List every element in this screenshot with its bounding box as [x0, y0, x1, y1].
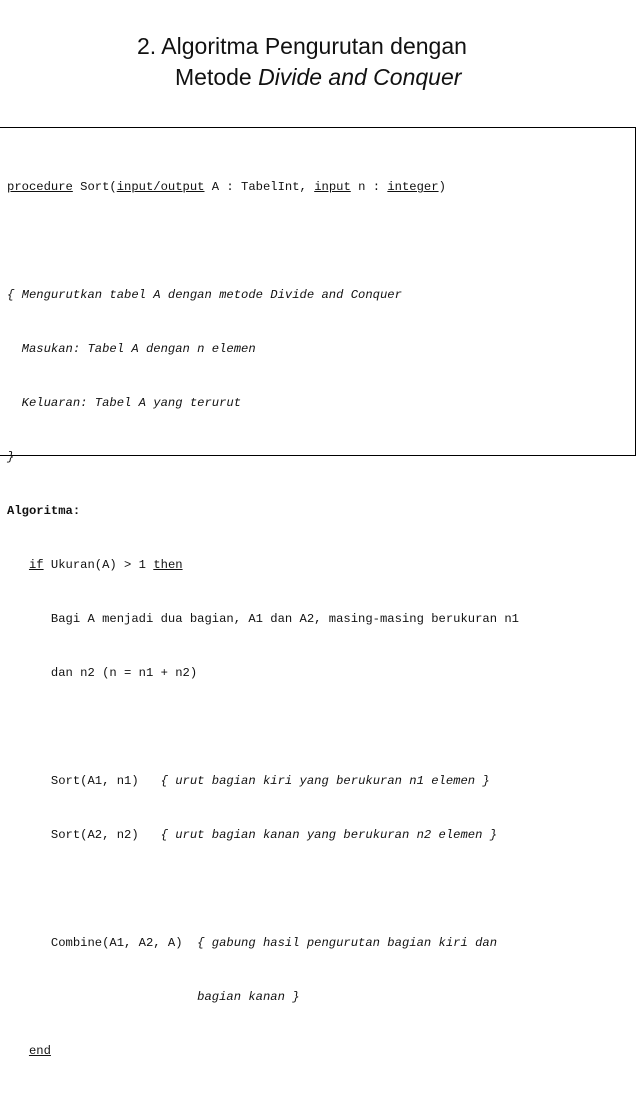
blank-line — [7, 718, 519, 736]
comment-line-1: { Mengurutkan tabel A dengan metode Divide and Conquer — [7, 288, 402, 302]
combine-comment: { gabung hasil pengurutan bagian kiri dan — [197, 936, 498, 950]
keyword-then: then — [153, 558, 183, 572]
pseudocode-box — [0, 127, 636, 1058]
keyword-input: input — [314, 180, 351, 194]
keyword-if: if — [28, 558, 44, 572]
end-line — [7, 1042, 519, 1060]
algoritma-label: Algoritma: — [7, 504, 81, 518]
procedure-header — [7, 178, 519, 196]
comment-line-4: } — [7, 450, 15, 464]
sort-a2-line — [7, 826, 519, 844]
combine-comment-2: bagian kanan } — [197, 990, 300, 1004]
comment-line-3: Keluaran: Tabel A yang terurut — [7, 396, 242, 410]
pseudocode — [7, 142, 519, 1096]
slide-title-italic: Divide and Conquer — [258, 64, 462, 90]
sort-a2-code: Sort(A2, n2) — [7, 828, 161, 842]
sort-a1-line — [7, 772, 519, 790]
sort-a2-comment: { urut bagian kanan yang berukuran n2 elemen } — [160, 828, 498, 842]
combine-indent — [7, 990, 197, 1004]
slide-title-line-1: 2. Algoritma Pengurutan dengan — [137, 33, 467, 59]
slide-title-prefix: Metode — [175, 64, 259, 90]
sort-a1-code: Sort(A1, n1) — [7, 774, 161, 788]
sort-a1-comment: { urut bagian kiri yang berukuran n1 elemen } — [160, 774, 490, 788]
body-line-2: dan n2 (n = n1 + n2) — [7, 666, 198, 680]
blank-line — [7, 880, 519, 898]
combine-line — [7, 934, 519, 952]
param-a: A : TabelInt, — [204, 180, 315, 194]
combine-code: Combine(A1, A2, A) — [7, 936, 198, 950]
if-condition: Ukuran(A) > 1 — [43, 558, 154, 572]
param-n: n : — [350, 180, 388, 194]
procedure-name: Sort( — [72, 180, 117, 194]
keyword-procedure: procedure — [7, 180, 73, 194]
end-indent — [7, 1044, 29, 1058]
keyword-input-output: input/output — [116, 180, 205, 194]
if-indent — [7, 558, 29, 572]
keyword-integer: integer — [387, 180, 439, 194]
blank-line — [7, 232, 519, 250]
if-line — [7, 556, 519, 574]
combine-line-2 — [7, 988, 519, 1006]
keyword-end: end — [28, 1044, 51, 1058]
slide-title-line-2 — [175, 61, 461, 93]
body-line-1: Bagi A menjadi dua bagian, A1 dan A2, masing-masing berukuran n1 — [7, 612, 519, 626]
procedure-close-paren: ) — [438, 180, 446, 194]
comment-line-2: Masukan: Tabel A dengan n elemen — [7, 342, 256, 356]
